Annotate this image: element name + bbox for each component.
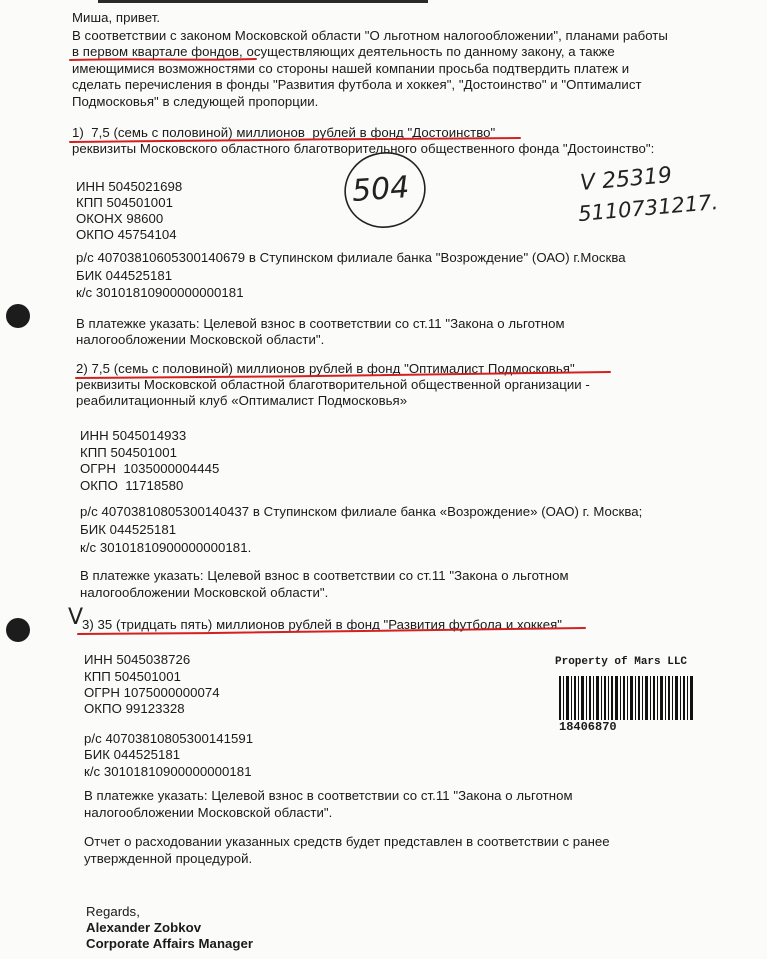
intro-line: сделать перечисления в фонды "Развития футбола и хоккея", "Достоинство" и "Оптималист (72, 77, 642, 92)
item2-heading: 2) 7,5 (семь с половиной) миллионов рублей в фонд "Оптималист Подмосковья" (76, 361, 575, 376)
item3-corr: к/с 30101810900000000181 (84, 764, 252, 779)
item3-purpose: налогообложении Московской области". (84, 805, 333, 820)
handwritten-circle (338, 145, 432, 234)
item3-heading: 3) 35 (тридцать пять) миллионов рублей в фонд "Развития футбола и хоккея" (82, 617, 563, 632)
item2-bik: БИК 044525181 (80, 522, 177, 537)
item2-purpose: В платежке указать: Целевой взнос в соответствии со ст.11 "Закона о льготном (80, 568, 569, 583)
handwritten-circled-number: 504 (350, 170, 411, 209)
item3-okpo: ОКПО 99123328 (84, 701, 185, 716)
item3-purpose: В платежке указать: Целевой взнос в соответствии со ст.11 "Закона о льготном (84, 788, 573, 803)
underline-item1 (70, 138, 520, 142)
signature-regards: Regards, (86, 904, 140, 919)
item1-purpose: В платежке указать: Целевой взнос в соответствии со ст.11 "Закона о льготном (76, 316, 565, 331)
underline-item2 (76, 372, 610, 378)
item2-corr: к/с 30101810900000000181. (80, 540, 252, 555)
item2-account: р/с 40703810805300140437 в Ступинском филиале банка «Возрождение» (ОАО) г. Москва; (80, 504, 643, 519)
item2-inn: ИНН 5045014933 (80, 428, 187, 443)
item1-bik: БИК 044525181 (76, 268, 173, 283)
item1-purpose: налогообложении Московской области". (76, 332, 325, 347)
item1-corr: к/с 30101810900000000181 (76, 285, 244, 300)
stamp-owner-text: Property of Mars LLC (555, 656, 688, 668)
item1-kpp: КПП 504501001 (76, 195, 173, 210)
item1-heading: 1) 7,5 (семь с половиной) миллионов рублей в фонд "Достоинство" (72, 125, 496, 140)
item1-okpo: ОКПО 45754104 (76, 227, 177, 242)
handwritten-note-line2: 5110731217. (577, 189, 720, 227)
intro-line: В соответствии с законом Московской области "О льготном налогообложении", планами работы (72, 28, 668, 43)
item2-ogrn: ОГРН 1035000004445 (80, 461, 220, 476)
item3-bik: БИК 044525181 (84, 747, 181, 762)
underline-first-quarter (70, 59, 256, 60)
item1-details: реквизиты Московского областного благотворительного общественного фонда "Достоинство": (72, 141, 655, 156)
intro-line: Подмосковья" в следующей пропорции. (72, 94, 319, 109)
item3-inn: ИНН 5045038726 (84, 652, 191, 667)
handwritten-check-mark: V (68, 605, 84, 630)
handwritten-note-line1: V 25319 (579, 163, 673, 196)
signature-name: Alexander Zobkov (86, 920, 202, 935)
item3-ogrn: ОГРН 1075000000074 (84, 685, 220, 700)
item2-kpp: КПП 504501001 (80, 445, 177, 460)
item2-details: реквизиты Московской областной благотворительной общественной организации - (76, 377, 590, 392)
item2-okpo: ОКПО 11718580 (80, 478, 184, 493)
report-line: утвержденной процедурой. (84, 851, 253, 866)
item2-purpose: налогообложении Московской области". (80, 585, 329, 600)
item1-okonh: ОКОНХ 98600 (76, 211, 164, 226)
item1-inn: ИНН 5045021698 (76, 179, 183, 194)
greeting: Миша, привет. (72, 10, 161, 25)
intro-line: имеющимися возможностями со стороны нашей компании просьба подтвердить платеж и (72, 61, 630, 76)
intro-line: в первом квартале фондов, осуществляющих деятельность по данному закону, а также (72, 44, 615, 59)
item3-account: р/с 40703810805300141591 (84, 731, 254, 746)
report-line: Отчет о расходовании указанных средств будет представлен в соответствии с ранее (84, 834, 610, 849)
barcode-number: 18406870 (559, 720, 617, 734)
signature-title: Corporate Affairs Manager (86, 936, 254, 951)
item1-account: р/с 40703810605300140679 в Ступинском филиале банка "Возрождение" (ОАО) г.Москва (76, 250, 626, 265)
item2-details: реабилитационный клуб «Оптималист Подмосковья» (76, 393, 408, 408)
underline-item3 (78, 628, 585, 634)
item3-kpp: КПП 504501001 (84, 669, 181, 684)
